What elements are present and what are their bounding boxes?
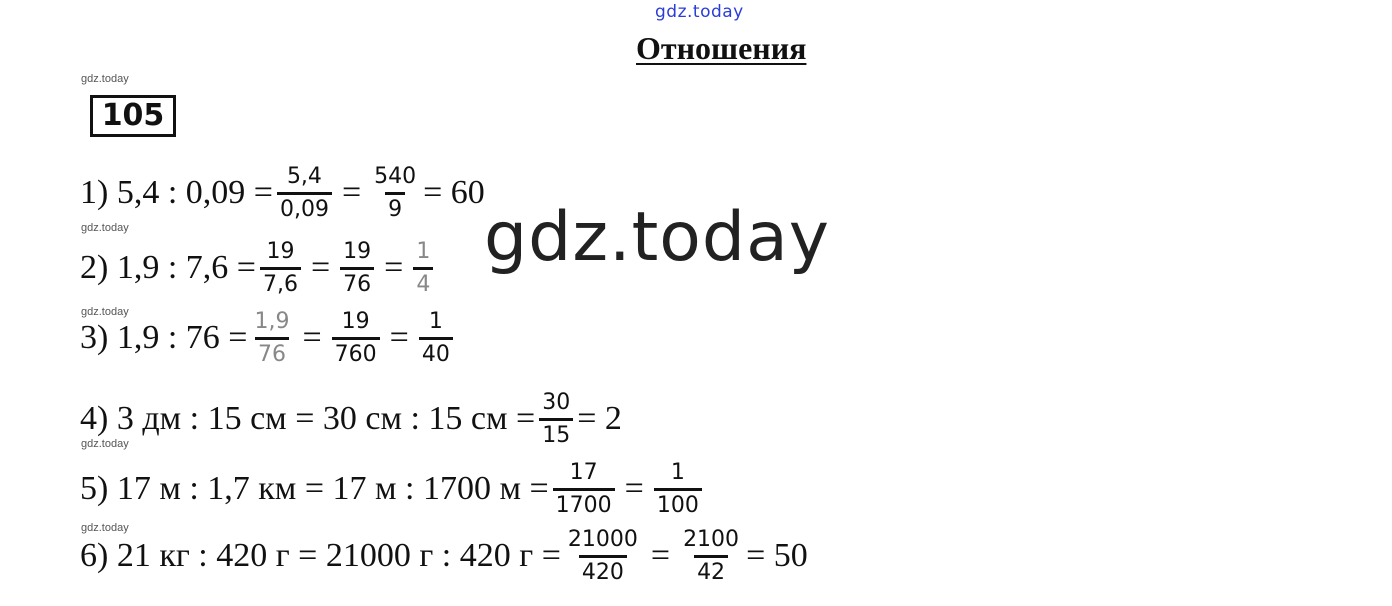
numerator: 30 xyxy=(542,389,571,415)
fraction xyxy=(251,308,292,367)
denominator: 4 xyxy=(413,267,433,296)
denominator: 100 xyxy=(654,488,702,517)
watermark-small: gdz.today xyxy=(81,306,129,318)
equals-sign: = xyxy=(302,319,322,356)
line-2-prefix: 2) 1,9 : 7,6 = xyxy=(80,249,256,286)
watermark-small: gdz.today xyxy=(81,522,129,534)
line-4-prefix: 4) 3 дм : 15 см = 30 см : 15 см = xyxy=(80,400,536,437)
denominator: 76 xyxy=(340,267,374,296)
watermark-small: gdz.today xyxy=(81,438,129,450)
numerator: 540 xyxy=(374,163,417,189)
watermark-large: gdz.today xyxy=(484,198,830,277)
problem-number: 105 xyxy=(90,95,176,137)
numerator: 1 xyxy=(416,238,431,264)
numerator: 2100 xyxy=(683,526,740,552)
watermark-small: gdz.today xyxy=(81,73,129,85)
denominator: 7,6 xyxy=(260,267,301,296)
equation-line-1 xyxy=(80,162,485,224)
equals-sign: = xyxy=(624,470,644,507)
fraction xyxy=(680,526,742,585)
equation-line-2 xyxy=(80,237,437,299)
line-6-prefix: 6) 21 кг : 420 г = 21000 г : 420 г = xyxy=(80,537,561,574)
denominator: 40 xyxy=(419,337,453,366)
fraction xyxy=(371,163,419,222)
denominator: 15 xyxy=(539,418,573,447)
fraction xyxy=(413,238,433,297)
numerator: 1 xyxy=(670,459,685,485)
denominator: 42 xyxy=(694,555,728,584)
line-5-prefix: 5) 17 м : 1,7 км = 17 м : 1700 м = xyxy=(80,470,549,507)
denominator: 760 xyxy=(332,337,380,366)
equation-line-5 xyxy=(80,458,706,520)
fraction xyxy=(277,163,332,222)
watermark-small: gdz.today xyxy=(81,222,129,234)
line-6-result: = 50 xyxy=(746,537,808,574)
numerator: 1,9 xyxy=(254,308,290,334)
numerator: 21000 xyxy=(567,526,638,552)
equals-sign: = xyxy=(341,174,362,211)
fraction xyxy=(340,238,374,297)
equals-sign: = xyxy=(389,319,409,356)
denominator: 76 xyxy=(255,337,289,366)
numerator: 19 xyxy=(341,308,370,334)
page-title: Отношения xyxy=(636,30,807,66)
fraction xyxy=(654,459,702,518)
fraction xyxy=(565,526,641,585)
watermark-top: gdz.today xyxy=(655,2,744,22)
line-3-prefix: 3) 1,9 : 76 = xyxy=(80,319,248,356)
denominator: 1700 xyxy=(553,488,615,517)
equation-line-3 xyxy=(80,307,457,369)
equals-sign: = xyxy=(310,249,331,286)
fraction xyxy=(260,238,301,297)
numerator: 5,4 xyxy=(286,163,322,189)
equation-line-4 xyxy=(80,388,622,450)
numerator: 19 xyxy=(343,238,372,264)
line-4-result: = 2 xyxy=(577,400,622,437)
fraction xyxy=(553,459,615,518)
denominator: 0,09 xyxy=(277,192,332,221)
fraction xyxy=(419,308,453,367)
denominator: 420 xyxy=(579,555,627,584)
numerator: 19 xyxy=(266,238,295,264)
numerator: 1 xyxy=(428,308,443,334)
fraction xyxy=(539,389,573,448)
equation-line-6 xyxy=(80,525,808,587)
equals-sign: = xyxy=(384,249,404,286)
equals-sign: = xyxy=(650,537,671,574)
fraction xyxy=(332,308,380,367)
line-1-prefix: 1) 5,4 : 0,09 = xyxy=(80,174,273,211)
line-1-result: = 60 xyxy=(423,174,485,211)
numerator: 17 xyxy=(569,459,598,485)
denominator: 9 xyxy=(385,192,405,221)
